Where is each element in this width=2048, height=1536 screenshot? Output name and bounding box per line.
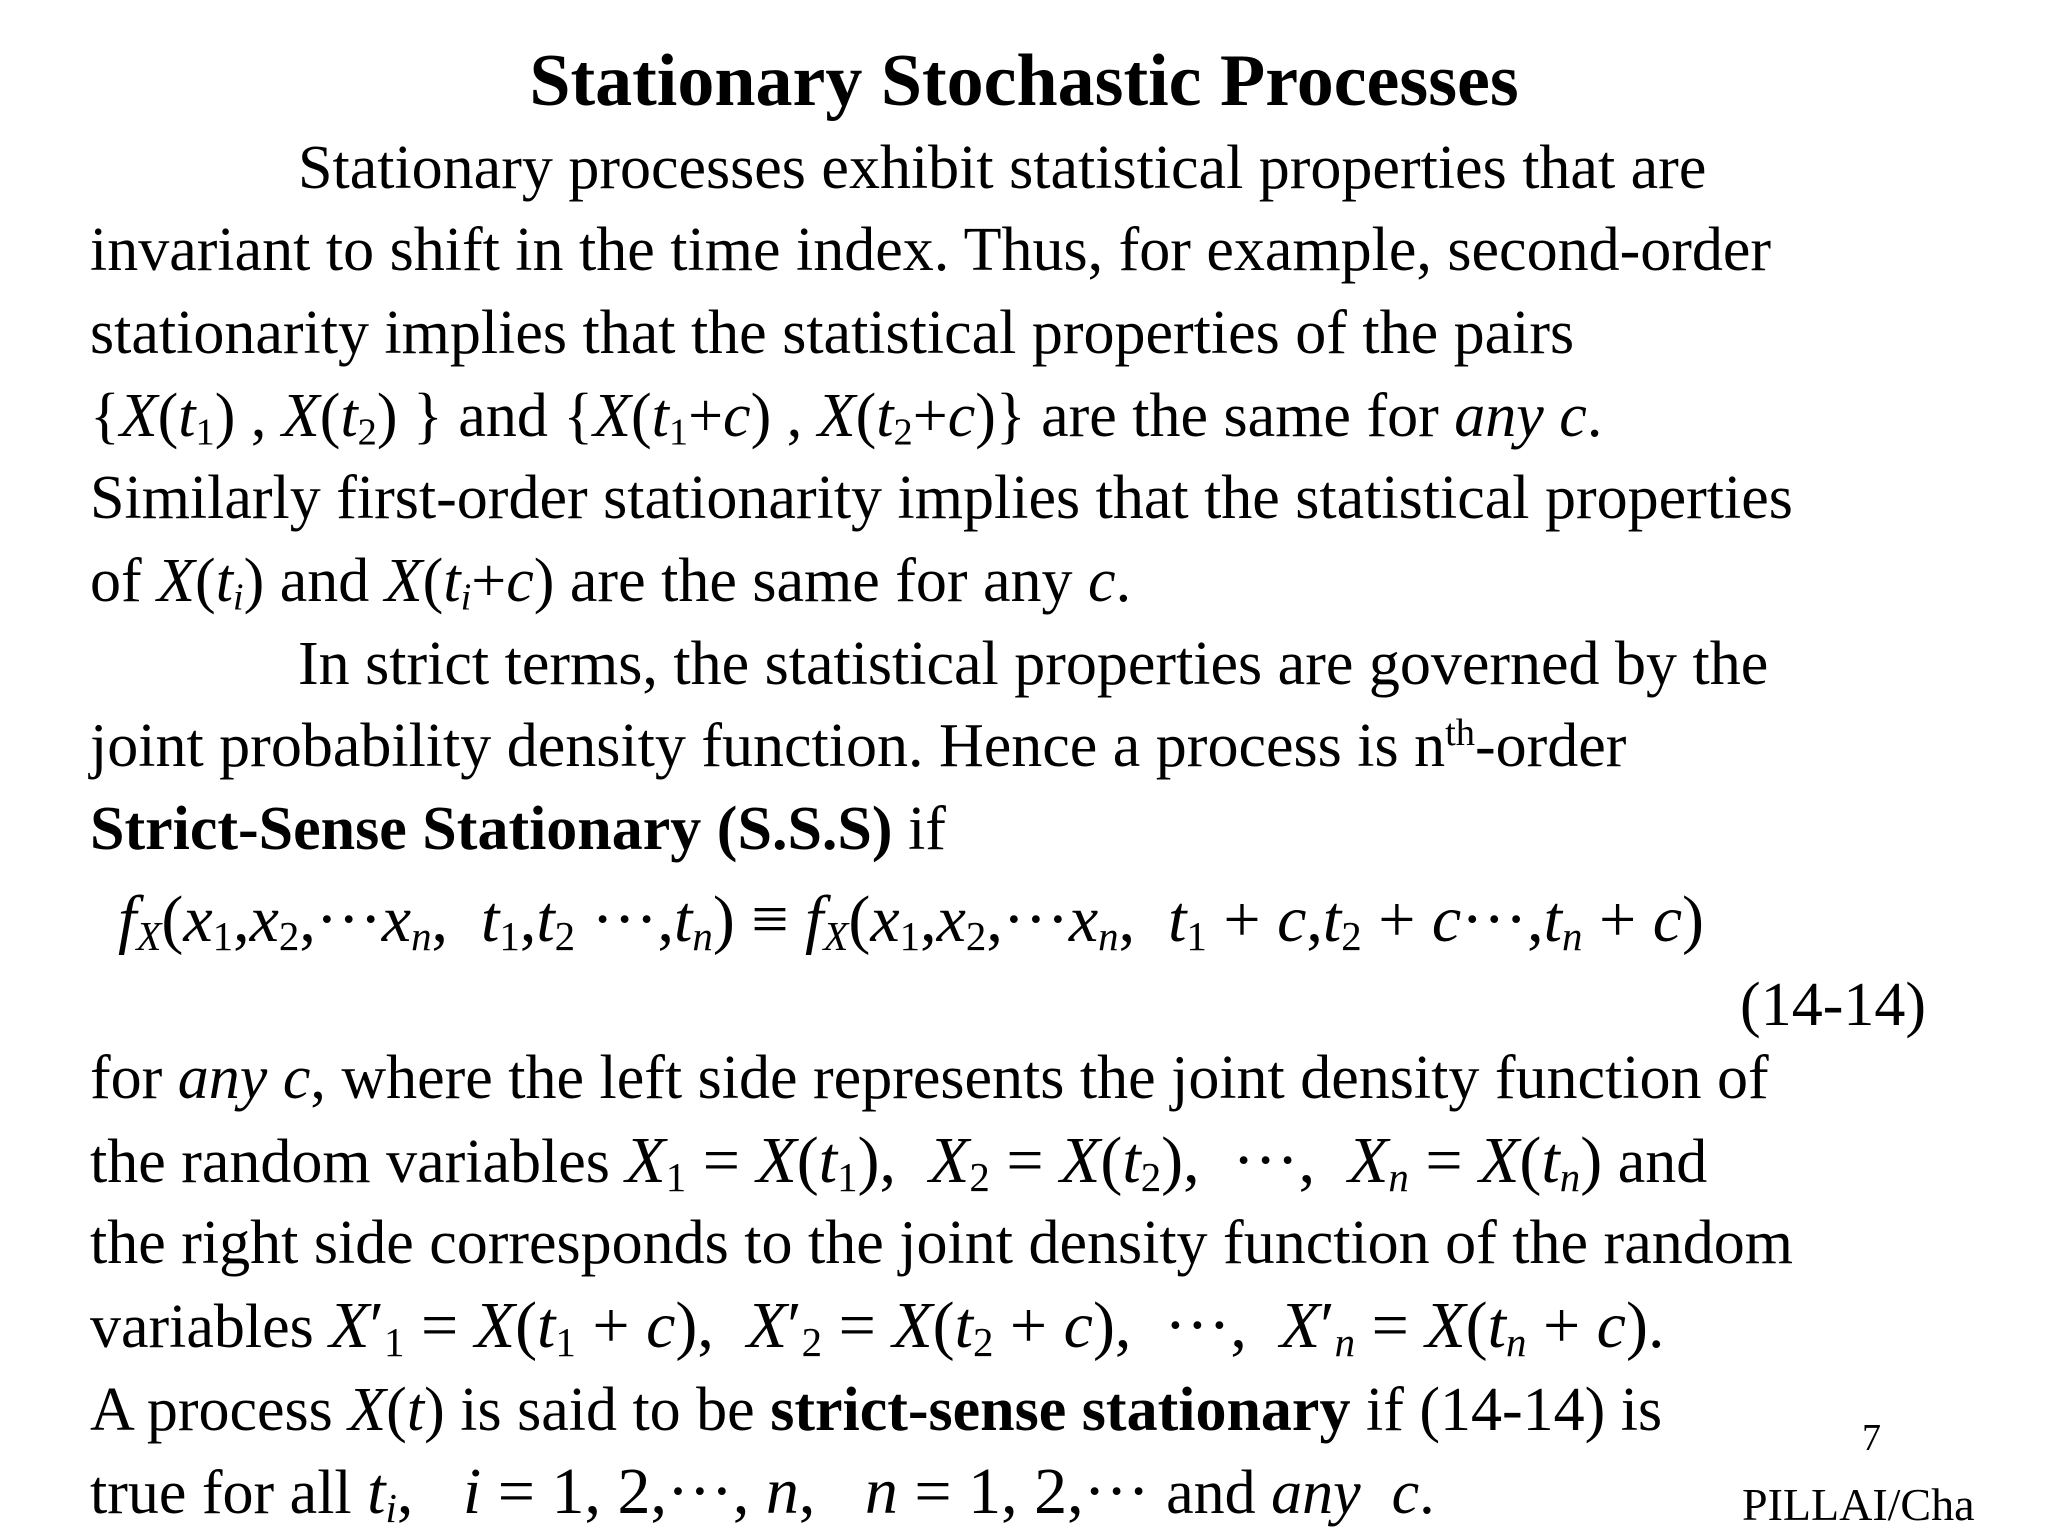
para3-line3: the right side corresponds to the joint density function of the random [90, 1209, 1793, 1277]
para3-line2 [90, 1121, 1707, 1202]
if-1414-text: if (14-14) is [1350, 1376, 1663, 1444]
para2-line1: In strict terms, the statistical properties are governed by the [298, 630, 1769, 698]
order-text: -order [1475, 712, 1627, 780]
footer-author: PILLAI/Cha [1742, 1479, 1975, 1530]
para1-line1: Stationary processes exhibit statistical properties that are [298, 134, 1707, 202]
para4-line2: true for all $t_i$, i = 1, 2,···, n, n = 1, 2,··· and any c. [90, 1455, 1435, 1531]
and-text-3: and [1602, 1128, 1708, 1196]
for-text: for [90, 1044, 178, 1112]
and-text-2: and [264, 547, 385, 615]
x-of-t: X(t) [348, 1376, 445, 1444]
para3-line4 [90, 1286, 1664, 1367]
para1-line4: {$X(t_1)$ , $X(t_2)$ } and {$X(t_1+c)$ , $X(t_2+c)$} are the same for any c. [90, 382, 1603, 454]
para2-line2-text: joint probability density function. Hence a process is n [90, 712, 1446, 780]
para2-line2 [90, 706, 1626, 786]
any-emphasis: any [1454, 382, 1544, 450]
c-variable: c [1559, 382, 1587, 450]
para3-line2-text: the random variables [90, 1128, 626, 1196]
para1-line2: invariant to shift in the time index. Thus, for example, second-order [90, 216, 1772, 284]
shifted-variables-expression: $X'_1 = X(t_1 + c)$, $X'_2 = X(t_2 + c)$, ···, $X'_n = X(t_n + c)$. [329, 1289, 1665, 1365]
true-for-all-text: true for all [90, 1459, 368, 1527]
para1-line3: stationarity implies that the statistical properties of the pairs [90, 299, 1575, 367]
para3-line1: for any c, where the left side represents the joint density function of [90, 1044, 1769, 1112]
variables-text: variables [90, 1293, 330, 1361]
random-variables-expression: $X_1 = X(t_1)$, $X_2 = X(t_2)$, ···, $X_n = X(t_n)$ [625, 1124, 1603, 1200]
pair-expression-1: {$X(t_1)$ , $X(t_2)$ } [90, 382, 443, 454]
x-ti-expression: $X(t_i)$ [157, 547, 265, 619]
if-text: if [892, 795, 946, 863]
same-text-2: are the same for any [554, 547, 1089, 615]
and-text: and [442, 382, 564, 450]
pair-expression-2: {$X(t_1+c)$ , $X(t_2+c)$} [563, 382, 1026, 454]
said-text: is said to be [444, 1376, 771, 1444]
same-text: are the same for [1025, 382, 1455, 450]
page-number: 7 [1862, 1417, 1881, 1459]
para1-line6: of $X(t_i)$ and $X(t_i+c)$ are the same for any c. [90, 547, 1132, 619]
process-text: A process [90, 1376, 349, 1444]
x-ti-plus-c-expression: $X(t_i+c)$ [384, 547, 555, 619]
and-text-4: and [1166, 1459, 1272, 1527]
para3-line1-text: , where the left side represents the joint density function of [310, 1044, 1769, 1112]
sss-term: Strict-Sense Stationary (S.S.S) [90, 795, 893, 863]
slide-title: Stationary Stochastic Processes [529, 40, 1519, 122]
sss-bold-term: strict-sense stationary [770, 1376, 1351, 1444]
index-range-expression: $t_i$, i = 1, 2,···, n, n = 1, 2,··· [367, 1455, 1167, 1531]
equation-number: (14-14) [1740, 971, 1926, 1039]
of-text: of [90, 547, 158, 615]
sss-equation: $f_X(x_1,x_2,\cdot\cdot\cdot x_n$, $t_1,t_2 \cdot\cdot\cdot,t_n) \equiv f_X(x_1,x_2,\cdot\cdot\cdot x_n$, $t_1 + c,t_2 + c\cdot\cdot\cdot,t_n + c$) [118, 883, 1704, 959]
nth-superscript: th [1445, 711, 1475, 754]
para4-line1 [90, 1370, 1662, 1450]
para2-line3 [90, 789, 946, 869]
para1-line5: Similarly first-order stationarity implies that the statistical properties [90, 464, 1793, 532]
